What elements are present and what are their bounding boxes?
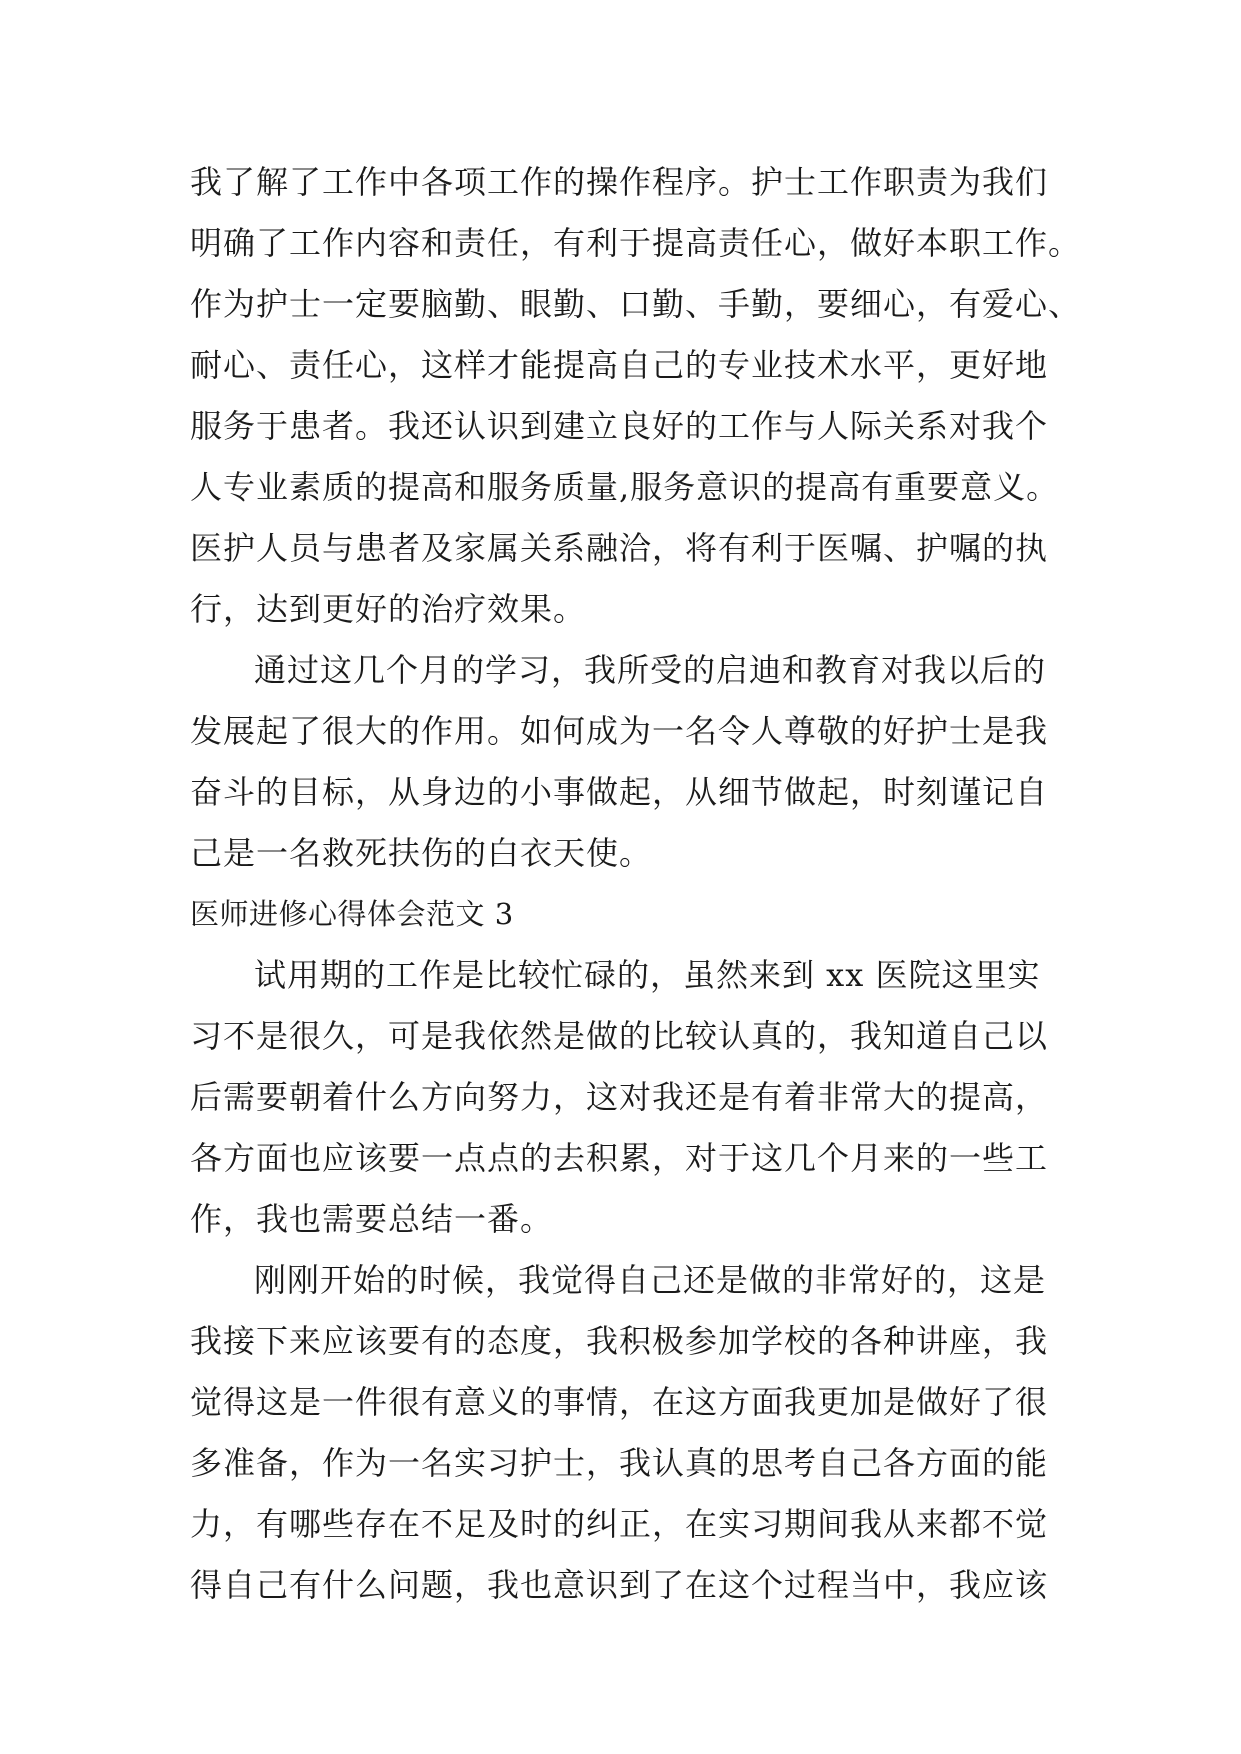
text-line: 得自己有什么问题，我也意识到了在这个过程当中，我应该 [190,1566,1049,1604]
text-line: 通过这几个月的学习，我所受的启迪和教育对我以后的 [254,651,1047,689]
text-line: 力，有哪些存在不足及时的纠正，在实习期间我从来都不觉 [190,1505,1049,1543]
text-line: 人专业素质的提高和服务质量,服务意识的提高有重要意义。 [190,468,1060,506]
text-line: 习不是很久，可是我依然是做的比较认真的，我知道自己以 [190,1017,1049,1055]
text-line: 各方面也应该要一点点的去积累，对于这几个月来的一些工 [190,1139,1049,1177]
text-line: 我了解了工作中各项工作的操作程序。护士工作职责为我们 [190,163,1049,201]
paragraph-3 [190,945,1050,1250]
text-line: 发展起了很大的作用。如何成为一名令人尊敬的好护士是我 [190,712,1049,750]
text-line: 刚刚开始的时候，我觉得自己还是做的非常好的，这是 [254,1261,1047,1299]
text-line: 作为护士一定要脑勤、眼勤、口勤、手勤，要细心，有爱心、 [190,285,1082,323]
text-line: 行，达到更好的治疗效果。 [190,590,587,628]
document-body [190,152,1082,1616]
text-line: 己是一名救死扶伤的白衣天使。 [190,834,653,872]
section-heading: 医师进修心得体会范文 3 [190,897,514,931]
text-line: 试用期的工作是比较忙碌的，虽然来到 xx 医院这里实 [254,956,1041,994]
paragraph-2 [190,640,1050,884]
text-line: 后需要朝着什么方向努力，这对我还是有着非常大的提高， [190,1078,1049,1116]
text-line: 耐心、责任心，这样才能提高自己的专业技术水平，更好地 [190,346,1049,384]
text-line: 我接下来应该要有的态度，我积极参加学校的各种讲座，我 [190,1322,1049,1360]
text-line: 医护人员与患者及家属关系融洽，将有利于医嘱、护嘱的执 [190,529,1049,567]
text-line: 作，我也需要总结一番。 [190,1200,554,1238]
text-line: 多准备，作为一名实习护士，我认真的思考自己各方面的能 [190,1444,1049,1482]
text-line: 觉得这是一件很有意义的事情，在这方面我更加是做好了很 [190,1383,1049,1421]
paragraph-1 [190,152,1082,640]
text-line: 明确了工作内容和责任，有利于提高责任心，做好本职工作。 [190,224,1082,262]
text-line: 服务于患者。我还认识到建立良好的工作与人际关系对我个 [190,407,1049,445]
text-line: 奋斗的目标，从身边的小事做起，从细节做起，时刻谨记自 [190,773,1049,811]
paragraph-4 [190,1250,1050,1616]
